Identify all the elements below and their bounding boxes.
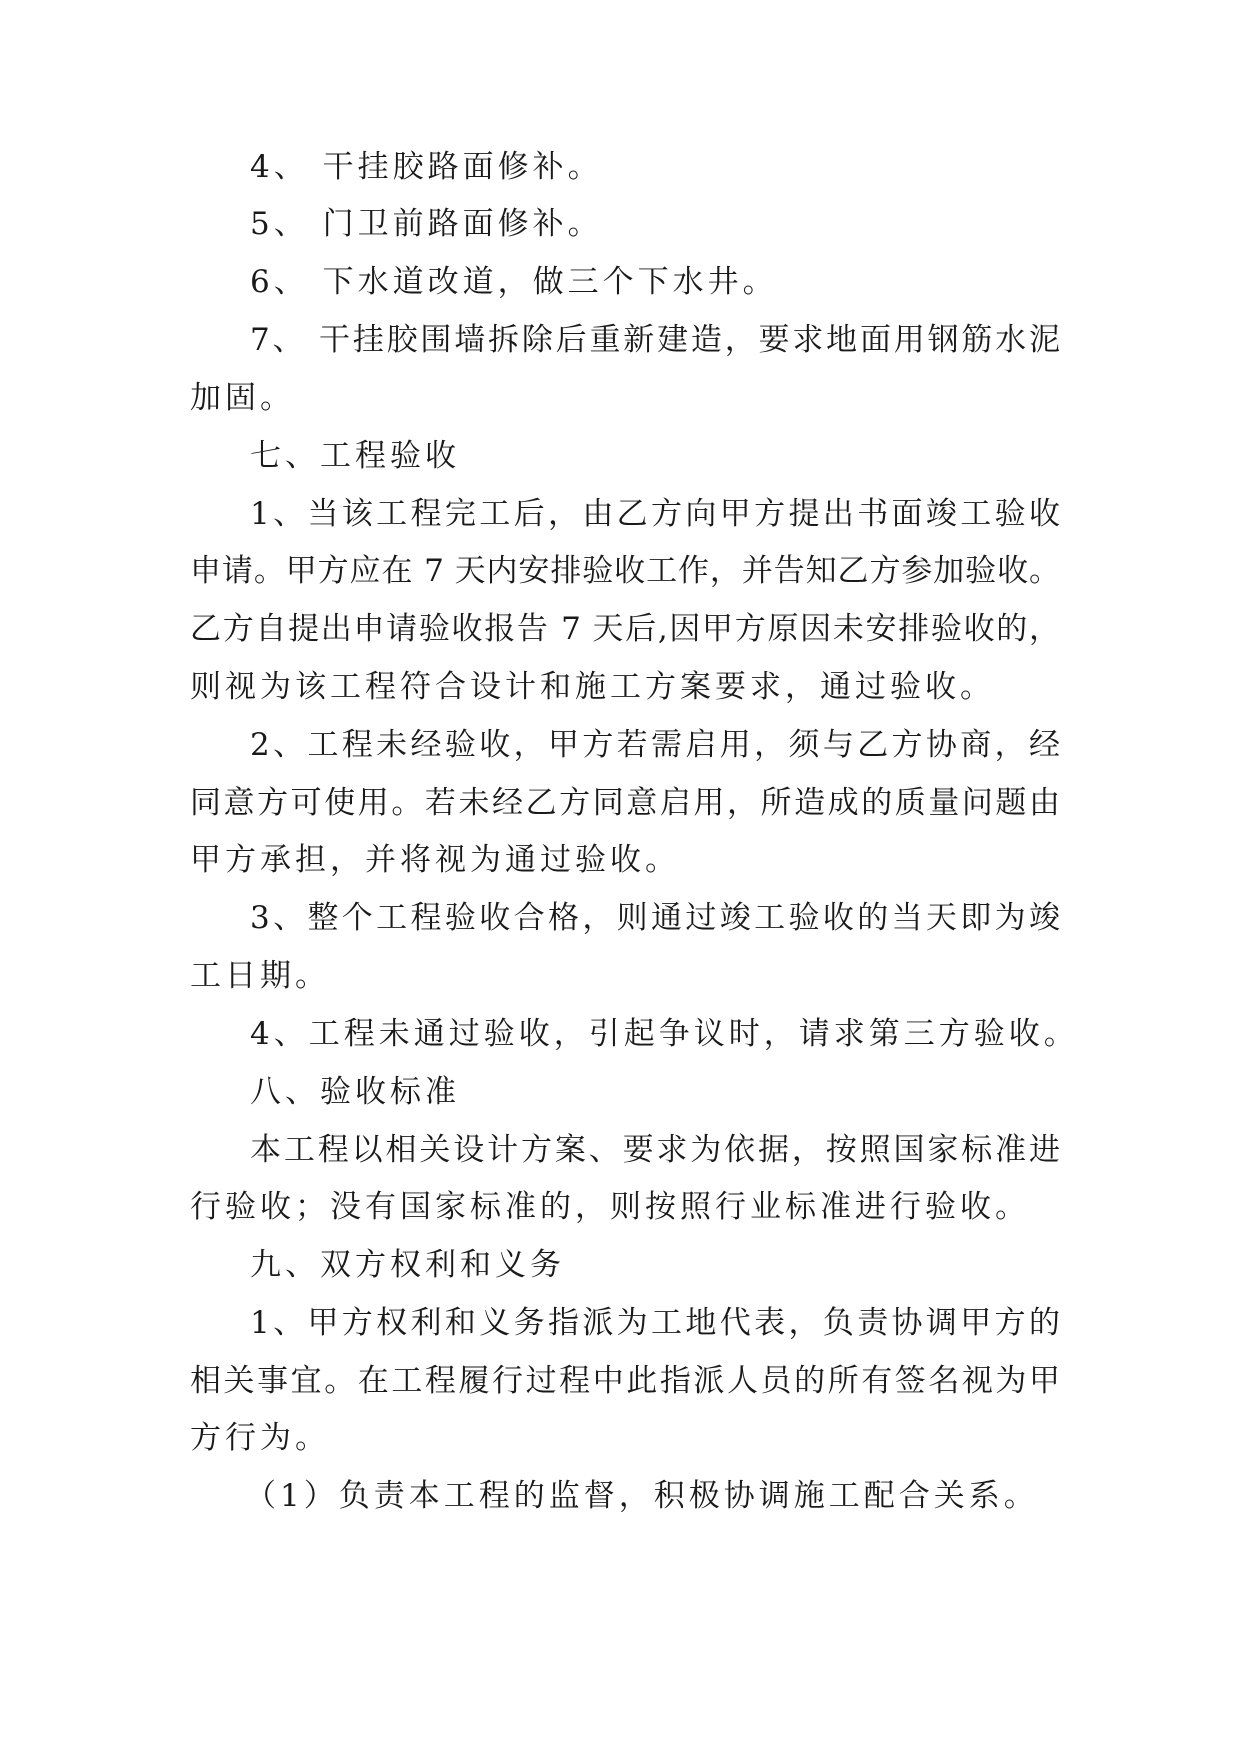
text-line: 7、 干挂胶围墙拆除后重新建造，要求地面用钢筋水泥	[250, 322, 1060, 358]
text-line: 乙方自提出申请验收报告 7 天后,因甲方原因未安排验收的，	[190, 611, 1060, 647]
text-line: 相关事宜。在工程履行过程中此指派人员的所有签名视为甲	[190, 1363, 1060, 1399]
text-line: 加固。	[190, 380, 295, 416]
text-line: 则视为该工程符合设计和施工方案要求，通过验收。	[190, 669, 995, 705]
text-line: 行验收；没有国家标准的，则按照行业标准进行验收。	[190, 1189, 1030, 1225]
text-line: 3、整个工程验收合格，则通过竣工验收的当天即为竣	[250, 900, 1060, 936]
text-line: 申请。甲方应在 7 天内安排验收工作，并告知乙方参加验收。	[190, 553, 1060, 589]
text-line: 2、工程未经验收，甲方若需启用，须与乙方协商，经	[250, 727, 1060, 763]
text-line: 6、 下水道改道，做三个下水井。	[250, 264, 778, 300]
text-line: 1、甲方权利和义务指派为工地代表，负责协调甲方的	[250, 1305, 1060, 1341]
text-line: 1、当该工程完工后，由乙方向甲方提出书面竣工验收	[250, 496, 1060, 532]
text-line: 工日期。	[190, 958, 330, 994]
text-line: 4、 干挂胶路面修补。	[250, 149, 603, 185]
text-line: 本工程以相关设计方案、要求为依据，按照国家标准进	[250, 1132, 1060, 1168]
section-heading: 九、双方权利和义务	[250, 1247, 565, 1283]
text-line: （1）负责本工程的监督，积极协调施工配合关系。	[245, 1478, 1039, 1514]
text-line: 4、工程未通过验收，引起争议时，请求第三方验收。	[250, 1016, 1079, 1052]
text-line: 5、 门卫前路面修补。	[250, 206, 603, 242]
text-line: 方行为。	[190, 1420, 330, 1456]
section-heading: 七、工程验收	[250, 438, 460, 474]
section-heading: 八、验收标准	[250, 1074, 460, 1110]
text-line: 甲方承担，并将视为通过验收。	[190, 842, 680, 878]
text-line: 同意方可使用。若未经乙方同意启用，所造成的质量问题由	[190, 785, 1060, 821]
